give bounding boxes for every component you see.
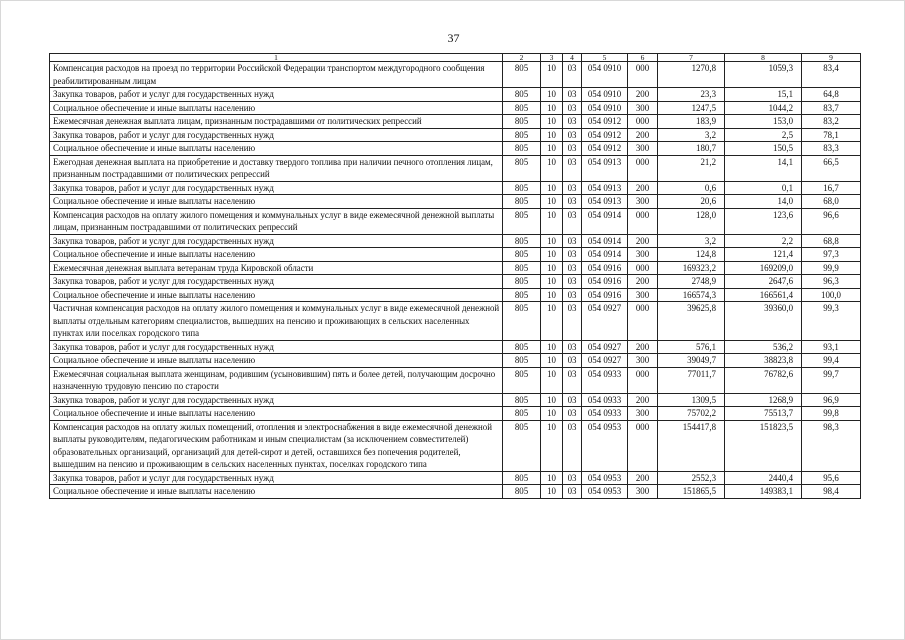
table-row: [50, 393, 861, 407]
row-target-article: 054 0914: [582, 248, 628, 262]
row-section: 10: [541, 115, 563, 129]
row-admin-code: 805: [503, 420, 541, 471]
row-planned: 3,2: [658, 234, 725, 248]
table-row: [50, 181, 861, 195]
row-expense-type: 000: [628, 302, 658, 341]
row-section: 10: [541, 420, 563, 471]
row-expense-type: 000: [628, 208, 658, 234]
row-section: 10: [541, 181, 563, 195]
row-section: 10: [541, 208, 563, 234]
row-name: Ежемесячная социальная выплата женщинам, родившим (усыновившим) пять и более детей, получающим досрочно назначенную трудовую пенсию по старости: [50, 367, 503, 393]
row-target-article: 054 0933: [582, 367, 628, 393]
row-subsection: 03: [563, 62, 582, 88]
row-subsection: 03: [563, 101, 582, 115]
row-percent: 98,3: [802, 420, 861, 471]
column-number-5: 5: [582, 54, 628, 62]
column-number-3: 3: [541, 54, 563, 62]
row-executed: 536,2: [725, 340, 802, 354]
row-expense-type: 000: [628, 62, 658, 88]
row-planned: 1270,8: [658, 62, 725, 88]
row-expense-type: 300: [628, 354, 658, 368]
row-executed: 2,5: [725, 128, 802, 142]
row-section: 10: [541, 354, 563, 368]
row-subsection: 03: [563, 248, 582, 262]
row-executed: 150,5: [725, 142, 802, 156]
row-admin-code: 805: [503, 101, 541, 115]
row-executed: 166561,4: [725, 288, 802, 302]
row-expense-type: 300: [628, 248, 658, 262]
row-executed: 2647,6: [725, 275, 802, 289]
row-target-article: 054 0927: [582, 302, 628, 341]
row-executed: 1044,2: [725, 101, 802, 115]
row-planned: 39625,8: [658, 302, 725, 341]
row-name: Социальное обеспечение и иные выплаты населению: [50, 101, 503, 115]
table-row: [50, 302, 861, 341]
row-name: Закупка товаров, работ и услуг для государственных нужд: [50, 275, 503, 289]
row-percent: 93,1: [802, 340, 861, 354]
row-target-article: 054 0910: [582, 62, 628, 88]
row-section: 10: [541, 340, 563, 354]
table-body: [50, 62, 861, 499]
row-admin-code: 805: [503, 248, 541, 262]
row-planned: 154417,8: [658, 420, 725, 471]
table-row: [50, 115, 861, 129]
row-section: 10: [541, 195, 563, 209]
row-expense-type: 200: [628, 340, 658, 354]
row-admin-code: 805: [503, 367, 541, 393]
row-executed: 169209,0: [725, 261, 802, 275]
row-section: 10: [541, 248, 563, 262]
row-subsection: 03: [563, 181, 582, 195]
row-name: Социальное обеспечение и иные выплаты населению: [50, 288, 503, 302]
row-percent: 99,8: [802, 407, 861, 421]
row-name: Социальное обеспечение и иные выплаты населению: [50, 407, 503, 421]
row-subsection: 03: [563, 142, 582, 156]
row-section: 10: [541, 128, 563, 142]
row-target-article: 054 0910: [582, 88, 628, 102]
table-row: [50, 485, 861, 499]
row-executed: 123,6: [725, 208, 802, 234]
row-name: Социальное обеспечение и иные выплаты населению: [50, 485, 503, 499]
row-name: Социальное обеспечение и иные выплаты населению: [50, 195, 503, 209]
row-expense-type: 200: [628, 234, 658, 248]
row-target-article: 054 0913: [582, 181, 628, 195]
row-planned: 1309,5: [658, 393, 725, 407]
row-percent: 96,3: [802, 275, 861, 289]
row-executed: 121,4: [725, 248, 802, 262]
row-section: 10: [541, 302, 563, 341]
row-percent: 64,8: [802, 88, 861, 102]
row-name: Социальное обеспечение и иные выплаты населению: [50, 354, 503, 368]
row-target-article: 054 0913: [582, 155, 628, 181]
row-planned: 3,2: [658, 128, 725, 142]
row-name: Частичная компенсация расходов на оплату жилого помещения и коммунальных услуг в виде ежемесячной денежной выплаты отдельным категориям специалистов, вышедших на пенсию и проживающих в сельских населенных пунктах или поселках городского типа: [50, 302, 503, 341]
row-executed: 38823,8: [725, 354, 802, 368]
table-row: [50, 340, 861, 354]
row-planned: 39049,7: [658, 354, 725, 368]
row-percent: 96,6: [802, 208, 861, 234]
row-planned: 2748,9: [658, 275, 725, 289]
row-expense-type: 000: [628, 261, 658, 275]
column-number-1: 1: [50, 54, 503, 62]
row-executed: 1059,3: [725, 62, 802, 88]
row-subsection: 03: [563, 367, 582, 393]
budget-table: [49, 53, 861, 499]
row-section: 10: [541, 88, 563, 102]
row-admin-code: 805: [503, 471, 541, 485]
row-expense-type: 000: [628, 155, 658, 181]
row-expense-type: 000: [628, 367, 658, 393]
row-target-article: 054 0927: [582, 340, 628, 354]
row-percent: 95,6: [802, 471, 861, 485]
table-row: [50, 62, 861, 88]
row-subsection: 03: [563, 288, 582, 302]
row-target-article: 054 0912: [582, 128, 628, 142]
row-admin-code: 805: [503, 62, 541, 88]
row-target-article: 054 0933: [582, 407, 628, 421]
row-admin-code: 805: [503, 407, 541, 421]
column-number-4: 4: [563, 54, 582, 62]
row-executed: 2,2: [725, 234, 802, 248]
row-percent: 83,2: [802, 115, 861, 129]
row-target-article: 054 0953: [582, 420, 628, 471]
row-subsection: 03: [563, 393, 582, 407]
row-expense-type: 300: [628, 142, 658, 156]
row-section: 10: [541, 485, 563, 499]
row-executed: 1268,9: [725, 393, 802, 407]
row-expense-type: 300: [628, 288, 658, 302]
row-section: 10: [541, 288, 563, 302]
table-row: [50, 155, 861, 181]
row-admin-code: 805: [503, 234, 541, 248]
row-executed: 15,1: [725, 88, 802, 102]
row-planned: 77011,7: [658, 367, 725, 393]
row-percent: 99,9: [802, 261, 861, 275]
table-row: [50, 354, 861, 368]
row-name: Закупка товаров, работ и услуг для государственных нужд: [50, 181, 503, 195]
row-expense-type: 000: [628, 115, 658, 129]
table-row: [50, 248, 861, 262]
column-number-2: 2: [503, 54, 541, 62]
row-expense-type: 200: [628, 181, 658, 195]
row-executed: 75513,7: [725, 407, 802, 421]
row-name: Ежемесячная денежная выплата ветеранам труда Кировской области: [50, 261, 503, 275]
table-row: [50, 367, 861, 393]
row-admin-code: 805: [503, 181, 541, 195]
column-number-9: 9: [802, 54, 861, 62]
row-percent: 83,3: [802, 142, 861, 156]
row-name: Компенсация расходов на проезд по территории Российской Федерации транспортом междугородного сообщения реабилитированным лицам: [50, 62, 503, 88]
row-percent: 100,0: [802, 288, 861, 302]
table-row: [50, 234, 861, 248]
row-subsection: 03: [563, 208, 582, 234]
row-planned: 1247,5: [658, 101, 725, 115]
row-planned: 2552,3: [658, 471, 725, 485]
row-target-article: 054 0910: [582, 101, 628, 115]
row-executed: 14,1: [725, 155, 802, 181]
row-section: 10: [541, 393, 563, 407]
row-executed: 149383,1: [725, 485, 802, 499]
row-section: 10: [541, 234, 563, 248]
row-percent: 99,4: [802, 354, 861, 368]
row-name: Закупка товаров, работ и услуг для государственных нужд: [50, 393, 503, 407]
row-executed: 2440,4: [725, 471, 802, 485]
row-section: 10: [541, 155, 563, 181]
row-percent: 97,3: [802, 248, 861, 262]
row-name: Социальное обеспечение и иные выплаты населению: [50, 142, 503, 156]
row-admin-code: 805: [503, 288, 541, 302]
row-subsection: 03: [563, 407, 582, 421]
row-subsection: 03: [563, 275, 582, 289]
row-section: 10: [541, 367, 563, 393]
row-expense-type: 200: [628, 471, 658, 485]
row-percent: 68,8: [802, 234, 861, 248]
row-admin-code: 805: [503, 354, 541, 368]
row-section: 10: [541, 62, 563, 88]
row-section: 10: [541, 407, 563, 421]
row-percent: 83,4: [802, 62, 861, 88]
row-expense-type: 000: [628, 420, 658, 471]
row-planned: 180,7: [658, 142, 725, 156]
table-row: [50, 275, 861, 289]
row-expense-type: 200: [628, 88, 658, 102]
row-planned: 21,2: [658, 155, 725, 181]
row-planned: 183,9: [658, 115, 725, 129]
row-expense-type: 300: [628, 101, 658, 115]
row-executed: 76782,6: [725, 367, 802, 393]
row-planned: 124,8: [658, 248, 725, 262]
row-target-article: 054 0916: [582, 275, 628, 289]
row-percent: 78,1: [802, 128, 861, 142]
row-target-article: 054 0914: [582, 208, 628, 234]
table-row: [50, 195, 861, 209]
column-number-6: 6: [628, 54, 658, 62]
row-section: 10: [541, 142, 563, 156]
page-number: 37: [447, 31, 460, 45]
row-target-article: 054 0953: [582, 471, 628, 485]
row-section: 10: [541, 275, 563, 289]
row-percent: 99,3: [802, 302, 861, 341]
table-row: [50, 471, 861, 485]
row-admin-code: 805: [503, 155, 541, 181]
row-executed: 0,1: [725, 181, 802, 195]
table-row: [50, 208, 861, 234]
row-subsection: 03: [563, 420, 582, 471]
row-percent: 98,4: [802, 485, 861, 499]
row-subsection: 03: [563, 340, 582, 354]
row-admin-code: 805: [503, 195, 541, 209]
row-percent: 16,7: [802, 181, 861, 195]
row-name: Закупка товаров, работ и услуг для государственных нужд: [50, 128, 503, 142]
row-executed: 14,0: [725, 195, 802, 209]
row-subsection: 03: [563, 88, 582, 102]
row-subsection: 03: [563, 195, 582, 209]
row-section: 10: [541, 101, 563, 115]
row-admin-code: 805: [503, 302, 541, 341]
row-target-article: 054 0913: [582, 195, 628, 209]
row-planned: 166574,3: [658, 288, 725, 302]
row-target-article: 054 0916: [582, 288, 628, 302]
row-target-article: 054 0953: [582, 485, 628, 499]
column-number-row: [50, 54, 861, 62]
row-subsection: 03: [563, 471, 582, 485]
row-executed: 153,0: [725, 115, 802, 129]
row-planned: 151865,5: [658, 485, 725, 499]
row-target-article: 054 0933: [582, 393, 628, 407]
row-section: 10: [541, 261, 563, 275]
row-expense-type: 300: [628, 407, 658, 421]
row-admin-code: 805: [503, 393, 541, 407]
row-subsection: 03: [563, 302, 582, 341]
row-section: 10: [541, 471, 563, 485]
row-target-article: 054 0914: [582, 234, 628, 248]
table-row: [50, 261, 861, 275]
row-name: Ежегодная денежная выплата на приобретение и доставку твердого топлива при наличии печного отопления лицам, признанным пострадавшими от политических репрессий: [50, 155, 503, 181]
row-name: Закупка товаров, работ и услуг для государственных нужд: [50, 340, 503, 354]
row-subsection: 03: [563, 155, 582, 181]
row-subsection: 03: [563, 234, 582, 248]
row-planned: 0,6: [658, 181, 725, 195]
row-percent: 83,7: [802, 101, 861, 115]
row-planned: 576,1: [658, 340, 725, 354]
row-percent: 66,5: [802, 155, 861, 181]
row-admin-code: 805: [503, 275, 541, 289]
table-row: [50, 142, 861, 156]
row-expense-type: 200: [628, 275, 658, 289]
row-planned: 23,3: [658, 88, 725, 102]
row-expense-type: 300: [628, 195, 658, 209]
row-admin-code: 805: [503, 142, 541, 156]
row-planned: 128,0: [658, 208, 725, 234]
row-percent: 68,0: [802, 195, 861, 209]
column-number-7: 7: [658, 54, 725, 62]
row-executed: 151823,5: [725, 420, 802, 471]
table-row: [50, 420, 861, 471]
row-name: Компенсация расходов на оплату жилых помещений, отопления и электроснабжения в виде ежемесячной денежной выплаты руководителям, педагогическим работникам и иным специалистам (за исключением совместителей) образовательных организаций, организаций для детей-сирот и детей, оставшихся без попечения родителей, вышедшим на пенсию и проживающим в сельских населенных пунктах, поселках городского типа: [50, 420, 503, 471]
row-percent: 99,7: [802, 367, 861, 393]
row-expense-type: 300: [628, 485, 658, 499]
table-row: [50, 88, 861, 102]
row-name: Закупка товаров, работ и услуг для государственных нужд: [50, 471, 503, 485]
row-planned: 75702,2: [658, 407, 725, 421]
row-admin-code: 805: [503, 128, 541, 142]
row-name: Закупка товаров, работ и услуг для государственных нужд: [50, 234, 503, 248]
table-row: [50, 288, 861, 302]
row-subsection: 03: [563, 115, 582, 129]
row-admin-code: 805: [503, 340, 541, 354]
row-name: Закупка товаров, работ и услуг для государственных нужд: [50, 88, 503, 102]
row-planned: 20,6: [658, 195, 725, 209]
row-admin-code: 805: [503, 88, 541, 102]
row-name: Социальное обеспечение и иные выплаты населению: [50, 248, 503, 262]
row-subsection: 03: [563, 354, 582, 368]
row-admin-code: 805: [503, 261, 541, 275]
row-name: Компенсация расходов на оплату жилого помещения и коммунальных услуг в виде ежемесячной денежной выплаты лицам, признанным пострадавшими от политических репрессий: [50, 208, 503, 234]
row-subsection: 03: [563, 128, 582, 142]
row-subsection: 03: [563, 485, 582, 499]
row-target-article: 054 0927: [582, 354, 628, 368]
table-row: [50, 407, 861, 421]
row-admin-code: 805: [503, 485, 541, 499]
row-target-article: 054 0912: [582, 115, 628, 129]
row-target-article: 054 0912: [582, 142, 628, 156]
row-expense-type: 200: [628, 393, 658, 407]
row-planned: 169323,2: [658, 261, 725, 275]
row-admin-code: 805: [503, 115, 541, 129]
table-row: [50, 128, 861, 142]
row-percent: 96,9: [802, 393, 861, 407]
table-row: [50, 101, 861, 115]
row-subsection: 03: [563, 261, 582, 275]
row-expense-type: 200: [628, 128, 658, 142]
row-admin-code: 805: [503, 208, 541, 234]
row-executed: 39360,0: [725, 302, 802, 341]
row-name: Ежемесячная денежная выплата лицам, признанным пострадавшими от политических репрессий: [50, 115, 503, 129]
row-target-article: 054 0916: [582, 261, 628, 275]
column-number-8: 8: [725, 54, 802, 62]
